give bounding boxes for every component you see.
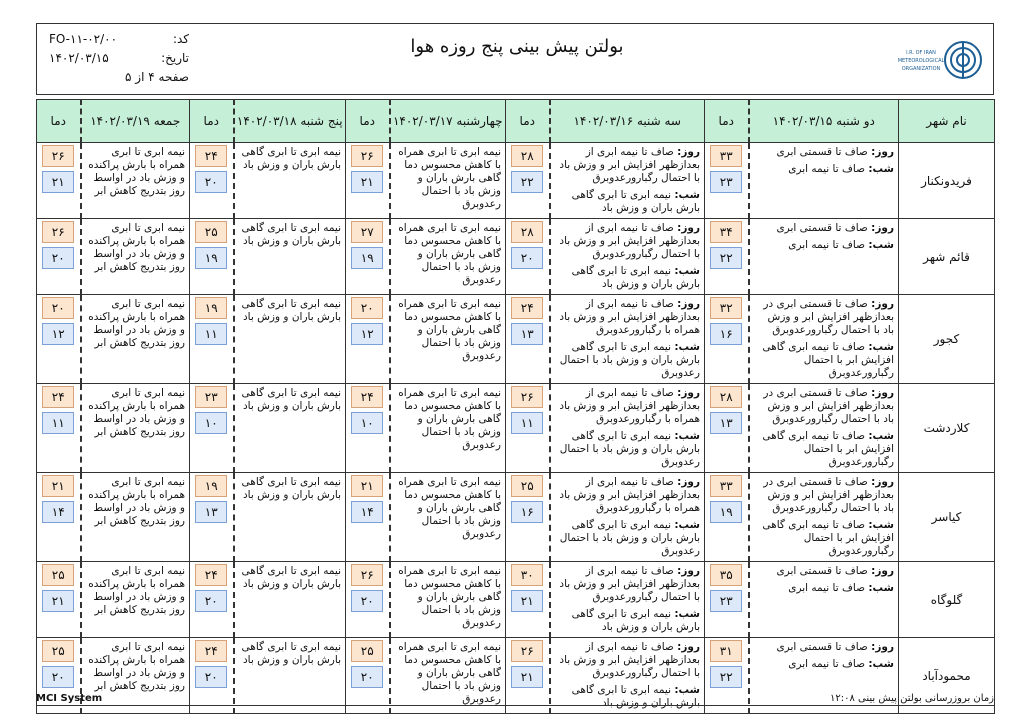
min-temperature: ۱۱ [42, 412, 74, 434]
min-temperature: ۱۴ [42, 501, 74, 523]
forecast-description [81, 219, 190, 295]
forecast-description [234, 638, 346, 714]
forecast-description [81, 295, 190, 384]
day-header: پنج شنبه ۱۴۰۲/۰۳/۱۸ [234, 100, 346, 143]
forecast-text: نیمه ابری تا ابری همراه با کاهش محسوس دما گاهی بارش باران و وزش باد با احتمال رعدوبرق [398, 298, 501, 362]
temperature-cell [506, 638, 550, 714]
page-total: ۵ [125, 70, 132, 84]
night-text: نیمه ابری تا ابری گاهی بارش باران و وزش باد [571, 189, 700, 214]
day-text: صاف تا قسمتی ابری [776, 222, 868, 234]
forecast-description [390, 143, 506, 219]
temperature-cell [705, 638, 749, 714]
day-text: صاف تا نیمه ابری از بعدازظهر افزایش ابر و وزش باد با احتمال رگبارورعدوبرق [559, 641, 700, 679]
min-temperature: ۱۶ [511, 501, 543, 523]
min-temperature: ۲۱ [42, 590, 74, 612]
forecast-description [550, 638, 705, 714]
min-temperature: ۲۰ [511, 247, 543, 269]
min-temperature: ۲۳ [710, 171, 742, 193]
night-text: صاف تا نیمه ابری گاهی افزایش ابر با احتمال رگبارورعدوبرق [762, 430, 894, 468]
temperature-cell [506, 143, 550, 219]
day-forecast [555, 565, 701, 604]
temp-header: دما [705, 100, 749, 143]
min-temperature: ۱۲ [42, 323, 74, 345]
min-temperature: ۱۲ [351, 323, 383, 345]
table-row [37, 295, 995, 384]
temperature-cell [705, 295, 749, 384]
temperature-cell [190, 384, 234, 473]
night-forecast [754, 163, 895, 176]
night-label: شب: [674, 341, 700, 353]
max-temperature: ۲۶ [351, 145, 383, 167]
temperature-cell [37, 562, 81, 638]
city-column-header: نام شهر [899, 100, 995, 143]
day-forecast [555, 222, 701, 261]
forecast-description [749, 219, 899, 295]
max-temperature: ۳۱ [710, 640, 742, 662]
temperature-cell [190, 143, 234, 219]
min-temperature: ۲۰ [42, 666, 74, 688]
city-name: فریدونکنار [899, 143, 995, 219]
max-temperature: ۲۵ [351, 640, 383, 662]
forecast-description [81, 562, 190, 638]
min-temperature: ۲۰ [42, 247, 74, 269]
day-header: دو شنبه ۱۴۰۲/۰۳/۱۵ [749, 100, 899, 143]
table-row [37, 219, 995, 295]
night-label: شب: [674, 265, 700, 277]
max-temperature: ۲۴ [195, 564, 227, 586]
min-temperature: ۲۰ [195, 171, 227, 193]
day-text: صاف تا قسمتی ابری [776, 565, 868, 577]
night-forecast [555, 265, 701, 291]
night-forecast [754, 239, 895, 252]
forecast-description [749, 473, 899, 562]
temperature-cell [705, 219, 749, 295]
page-label: صفحه [158, 70, 189, 84]
temperature-cell [190, 638, 234, 714]
night-label: شب: [868, 658, 894, 670]
code-value: FO-۱۱-۰۲/۰۰ [49, 32, 118, 46]
forecast-description [749, 562, 899, 638]
night-label: شب: [868, 239, 894, 251]
max-temperature: ۲۴ [195, 640, 227, 662]
night-label: شب: [868, 341, 894, 353]
min-temperature: ۲۰ [351, 666, 383, 688]
day-forecast [754, 387, 895, 426]
temp-header: دما [346, 100, 390, 143]
min-temperature: ۱۶ [710, 323, 742, 345]
night-label: شب: [868, 519, 894, 531]
night-text: نیمه ابری تا ابری گاهی بارش باران و وزش باد [571, 608, 700, 633]
forecast-description [390, 219, 506, 295]
forecast-text: نیمه ابری تا ابری همراه با بارش پراکنده و وزش باد در اواسط روز بتدریج کاهش ابر [88, 565, 185, 616]
forecast-text: نیمه ابری تا ابری همراه با کاهش محسوس دما گاهی بارش باران و وزش باد با احتمال رعدوبرق [398, 222, 501, 286]
temperature-cell [705, 473, 749, 562]
forecast-text: نیمه ابری تا ابری همراه با بارش پراکنده و وزش باد در اواسط روز بتدریج کاهش ابر [88, 476, 185, 527]
night-forecast [555, 519, 701, 558]
forecast-text: نیمه ابری تا ابری همراه با کاهش محسوس دما گاهی بارش باران و وزش باد با احتمال رعدوبرق [398, 146, 501, 210]
city-name: کیاسر [899, 473, 995, 562]
min-temperature: ۲۱ [511, 590, 543, 612]
min-temperature: ۲۳ [710, 590, 742, 612]
forecast-description [550, 295, 705, 384]
day-label: روز: [871, 641, 894, 653]
day-header: چهارشنبه ۱۴۰۲/۰۳/۱۷ [390, 100, 506, 143]
max-temperature: ۳۰ [511, 564, 543, 586]
max-temperature: ۲۵ [42, 564, 74, 586]
document-meta [49, 30, 189, 87]
day-label: روز: [871, 146, 894, 158]
max-temperature: ۳۲ [710, 297, 742, 319]
date-value: ۱۴۰۲/۰۳/۱۵ [49, 51, 109, 65]
temperature-cell [346, 473, 390, 562]
logo-line-2: METEOROLOGICAL [897, 58, 945, 64]
max-temperature: ۲۶ [351, 564, 383, 586]
night-forecast [754, 341, 895, 380]
forecast-text: نیمه ابری تا ابری همراه با بارش پراکنده و وزش باد در اواسط روز بتدریج کاهش ابر [88, 641, 185, 692]
table-row [37, 143, 995, 219]
max-temperature: ۲۶ [511, 640, 543, 662]
forecast-description [390, 473, 506, 562]
night-label: شب: [674, 684, 700, 696]
city-name: گلوگاه [899, 562, 995, 638]
day-forecast [555, 641, 701, 680]
day-forecast [555, 476, 701, 515]
forecast-description [81, 143, 190, 219]
temperature-cell [37, 295, 81, 384]
logo-line-3: ORGANIZATION [901, 66, 941, 72]
min-temperature: ۲۲ [710, 247, 742, 269]
logo-emblem-icon [945, 42, 981, 78]
forecast-description [81, 473, 190, 562]
day-label: روز: [677, 222, 700, 234]
night-text: نیمه ابری تا ابری گاهی بارش باران و وزش باد با احتمال رعدوبرق [559, 341, 700, 379]
temperature-cell [346, 219, 390, 295]
day-forecast [555, 298, 701, 337]
forecast-text: نیمه ابری تا ابری همراه با بارش پراکنده و وزش باد در اواسط روز بتدریج کاهش ابر [88, 146, 185, 197]
update-time: ۱۲:۰۸ [830, 693, 855, 704]
min-temperature: ۱۱ [511, 412, 543, 434]
temp-header: دما [37, 100, 81, 143]
max-temperature: ۳۵ [710, 564, 742, 586]
system-name: MCI System [36, 693, 103, 704]
day-label: روز: [871, 476, 894, 488]
night-forecast [555, 341, 701, 380]
max-temperature: ۳۴ [710, 221, 742, 243]
day-forecast [754, 641, 895, 654]
page-of: از [135, 70, 145, 84]
min-temperature: ۱۳ [195, 501, 227, 523]
update-time-note [830, 693, 994, 704]
max-temperature: ۲۵ [511, 475, 543, 497]
min-temperature: ۱۳ [710, 412, 742, 434]
day-forecast [555, 387, 701, 426]
night-forecast [555, 430, 701, 469]
night-forecast [754, 519, 895, 558]
forecast-description [390, 384, 506, 473]
city-name: محمودآباد [899, 638, 995, 714]
day-text: صاف تا نیمه ابری از بعدازظهر افزایش ابر و وزش باد همراه با رگبارورعدوبرق [559, 298, 700, 336]
max-temperature: ۲۶ [42, 221, 74, 243]
forecast-text: نیمه ابری تا ابری همراه با بارش پراکنده و وزش باد در اواسط روز بتدریج کاهش ابر [88, 298, 185, 349]
day-label: روز: [871, 387, 894, 399]
day-label: روز: [677, 565, 700, 577]
max-temperature: ۲۴ [351, 386, 383, 408]
day-text: صاف تا قسمتی ابری [776, 146, 868, 158]
city-name: کجور [899, 295, 995, 384]
forecast-table [36, 99, 995, 714]
forecast-description [749, 143, 899, 219]
min-temperature: ۲۲ [710, 666, 742, 688]
forecast-description [390, 562, 506, 638]
temperature-cell [346, 562, 390, 638]
day-label: روز: [677, 387, 700, 399]
max-temperature: ۲۰ [42, 297, 74, 319]
city-name: کلاردشت [899, 384, 995, 473]
night-text: صاف تا نیمه ابری [788, 582, 866, 594]
day-text: صاف تا نیمه ابری از بعدازظهر افزایش ابر و وزش باد با احتمال رگبارورعدوبرق [559, 146, 700, 184]
page-title: بولتن پیش بینی پنج روزه هوا [410, 36, 624, 57]
forecast-text: نیمه ابری تا ابری گاهی بارش باران و وزش باد [241, 565, 341, 590]
page-number: ۴ [148, 70, 155, 84]
forecast-description [550, 143, 705, 219]
night-forecast [754, 582, 895, 595]
day-text: صاف تا نیمه ابری از بعدازظهر افزایش ابر و وزش باد با احتمال رگبارورعدوبرق [559, 565, 700, 603]
temperature-cell [190, 219, 234, 295]
min-temperature: ۲۰ [351, 590, 383, 612]
min-temperature: ۲۰ [195, 666, 227, 688]
day-text: صاف تا قسمتی ابری در بعدازظهر افزایش ابر و وزش باد با احتمال رگبارورعدوبرق [763, 298, 894, 336]
forecast-text: نیمه ابری تا ابری گاهی بارش باران و وزش باد [241, 641, 341, 666]
max-temperature: ۲۵ [195, 221, 227, 243]
temp-header: دما [190, 100, 234, 143]
min-temperature: ۲۰ [195, 590, 227, 612]
max-temperature: ۲۶ [42, 145, 74, 167]
night-label: شب: [868, 163, 894, 175]
min-temperature: ۱۴ [351, 501, 383, 523]
max-temperature: ۳۳ [710, 145, 742, 167]
day-label: روز: [871, 298, 894, 310]
min-temperature: ۲۱ [351, 171, 383, 193]
day-text: صاف تا نیمه ابری از بعدازظهر افزایش ابر و وزش باد با احتمال رگبارورعدوبرق [559, 222, 700, 260]
night-forecast [754, 658, 895, 671]
max-temperature: ۱۹ [195, 297, 227, 319]
forecast-description [234, 473, 346, 562]
night-text: نیمه ابری تا ابری گاهی بارش باران و وزش باد با احتمال رعدوبرق [559, 430, 700, 468]
forecast-text: نیمه ابری تا ابری همراه با بارش پراکنده و وزش باد در اواسط روز بتدریج کاهش ابر [88, 387, 185, 438]
min-temperature: ۱۹ [710, 501, 742, 523]
table-header-row [37, 100, 995, 143]
max-temperature: ۲۸ [710, 386, 742, 408]
forecast-description [234, 562, 346, 638]
max-temperature: ۲۳ [195, 386, 227, 408]
forecast-description [550, 562, 705, 638]
temperature-cell [37, 143, 81, 219]
date-label: تاریخ: [161, 51, 189, 65]
min-temperature: ۱۹ [195, 247, 227, 269]
day-label: روز: [677, 298, 700, 310]
temp-header: دما [506, 100, 550, 143]
day-forecast [754, 146, 895, 159]
temperature-cell [37, 384, 81, 473]
night-text: نیمه ابری تا ابری گاهی بارش باران و وزش باد [571, 265, 700, 290]
temperature-cell [705, 143, 749, 219]
table-row [37, 384, 995, 473]
temperature-cell [506, 219, 550, 295]
temperature-cell [346, 384, 390, 473]
min-temperature: ۱۰ [195, 412, 227, 434]
max-temperature: ۲۶ [511, 386, 543, 408]
max-temperature: ۲۷ [351, 221, 383, 243]
day-forecast [754, 298, 895, 337]
temperature-cell [190, 562, 234, 638]
forecast-text: نیمه ابری تا ابری گاهی بارش باران و وزش باد [241, 387, 341, 412]
day-label: روز: [677, 476, 700, 488]
logo-line-1: I.R. OF IRAN [906, 50, 936, 56]
temperature-cell [346, 638, 390, 714]
night-forecast [555, 684, 701, 710]
min-temperature: ۱۰ [351, 412, 383, 434]
forecast-description [550, 219, 705, 295]
day-text: صاف تا قسمتی ابری در بعدازظهر افزایش ابر و وزش باد با احتمال رگبارورعدوبرق [763, 476, 894, 514]
day-text: صاف تا قسمتی ابری در بعدازظهر افزایش ابر و وزش باد با احتمال رگبارورعدوبرق [763, 387, 894, 425]
night-label: شب: [674, 430, 700, 442]
night-label: شب: [868, 430, 894, 442]
max-temperature: ۲۸ [511, 221, 543, 243]
min-temperature: ۲۱ [511, 666, 543, 688]
night-forecast [555, 189, 701, 215]
temperature-cell [346, 295, 390, 384]
max-temperature: ۲۴ [511, 297, 543, 319]
temperature-cell [506, 384, 550, 473]
footer-divider [36, 705, 994, 706]
night-text: نیمه ابری تا ابری گاهی بارش باران و وزش باد با احتمال رعدوبرق [559, 519, 700, 557]
city-name: قائم شهر [899, 219, 995, 295]
forecast-description [234, 143, 346, 219]
update-label: زمان بروزرسانی بولتن پیش بینی [858, 693, 994, 704]
temperature-cell [506, 562, 550, 638]
forecast-description [390, 295, 506, 384]
forecast-text: نیمه ابری تا ابری گاهی بارش باران و وزش باد [241, 298, 341, 323]
forecast-text: نیمه ابری تا ابری همراه با کاهش محسوس دما گاهی بارش باران و وزش باد با احتمال رعدوبرق [398, 387, 501, 451]
day-text: صاف تا نیمه ابری از بعدازظهر افزایش ابر و وزش باد همراه با رگبارورعدوبرق [559, 476, 700, 514]
temperature-cell [705, 562, 749, 638]
table-row [37, 562, 995, 638]
forecast-description [234, 219, 346, 295]
night-label: شب: [674, 519, 700, 531]
day-label: روز: [871, 222, 894, 234]
night-text: صاف تا نیمه ابری گاهی افزایش ابر با احتمال رگبارورعدوبرق [762, 519, 894, 557]
day-forecast [754, 565, 895, 578]
forecast-text: نیمه ابری تا ابری گاهی بارش باران و وزش باد [241, 146, 341, 171]
meteorological-organization-logo [891, 28, 985, 90]
night-text: صاف تا نیمه ابری [788, 239, 866, 251]
day-forecast [555, 146, 701, 185]
min-temperature: ۱۱ [195, 323, 227, 345]
forecast-description [81, 384, 190, 473]
forecast-text: نیمه ابری تا ابری همراه با بارش پراکنده و وزش باد در اواسط روز بتدریج کاهش ابر [88, 222, 185, 273]
day-forecast [754, 476, 895, 515]
forecast-description [550, 384, 705, 473]
day-header: جمعه ۱۴۰۲/۰۳/۱۹ [81, 100, 190, 143]
max-temperature: ۲۸ [511, 145, 543, 167]
max-temperature: ۲۵ [42, 640, 74, 662]
day-header: سه شنبه ۱۴۰۲/۰۳/۱۶ [550, 100, 705, 143]
max-temperature: ۲۴ [42, 386, 74, 408]
day-label: روز: [871, 565, 894, 577]
min-temperature: ۲۲ [511, 171, 543, 193]
max-temperature: ۲۱ [42, 475, 74, 497]
max-temperature: ۳۳ [710, 475, 742, 497]
night-label: شب: [868, 582, 894, 594]
temperature-cell [506, 295, 550, 384]
temperature-cell [190, 473, 234, 562]
night-text: نیمه ابری تا ابری گاهی بارش باران و وزش باد [571, 684, 700, 709]
table-row [37, 473, 995, 562]
min-temperature: ۱۳ [511, 323, 543, 345]
min-temperature: ۲۱ [42, 171, 74, 193]
forecast-description [390, 638, 506, 714]
forecast-description [234, 295, 346, 384]
temperature-cell [346, 143, 390, 219]
max-temperature: ۲۱ [351, 475, 383, 497]
day-text: صاف تا قسمتی ابری [776, 641, 868, 653]
forecast-description [749, 384, 899, 473]
temperature-cell [37, 219, 81, 295]
min-temperature: ۱۹ [351, 247, 383, 269]
max-temperature: ۲۴ [195, 145, 227, 167]
code-label: کد: [172, 32, 189, 46]
forecast-text: نیمه ابری تا ابری همراه با کاهش محسوس دما گاهی بارش باران و وزش باد با احتمال رعدوبرق [398, 641, 501, 705]
bulletin-header [36, 23, 994, 95]
temperature-cell [190, 295, 234, 384]
day-label: روز: [677, 641, 700, 653]
forecast-text: نیمه ابری تا ابری گاهی بارش باران و وزش باد [241, 222, 341, 247]
night-forecast [555, 608, 701, 634]
night-text: صاف تا نیمه ابری [788, 163, 866, 175]
forecast-text: نیمه ابری تا ابری گاهی بارش باران و وزش باد [241, 476, 341, 501]
day-forecast [754, 222, 895, 235]
temperature-cell [705, 384, 749, 473]
temperature-cell [506, 473, 550, 562]
night-label: شب: [674, 608, 700, 620]
night-forecast [754, 430, 895, 469]
forecast-description [550, 473, 705, 562]
forecast-text: نیمه ابری تا ابری همراه با کاهش محسوس دما گاهی بارش باران و وزش باد با احتمال رعدوبرق [398, 565, 501, 629]
night-text: صاف تا نیمه ابری گاهی افزایش ابر با احتمال رگبارورعدوبرق [762, 341, 894, 379]
night-label: شب: [674, 189, 700, 201]
day-label: روز: [677, 146, 700, 158]
night-text: صاف تا نیمه ابری [788, 658, 866, 670]
forecast-text: نیمه ابری تا ابری همراه با کاهش محسوس دما گاهی بارش باران و وزش باد با احتمال رعدوبرق [398, 476, 501, 540]
forecast-description [234, 384, 346, 473]
max-temperature: ۱۹ [195, 475, 227, 497]
temperature-cell [37, 473, 81, 562]
max-temperature: ۲۰ [351, 297, 383, 319]
day-text: صاف تا نیمه ابری از بعدازظهر افزایش ابر و وزش باد همراه با رگبارورعدوبرق [559, 387, 700, 425]
forecast-description [749, 295, 899, 384]
